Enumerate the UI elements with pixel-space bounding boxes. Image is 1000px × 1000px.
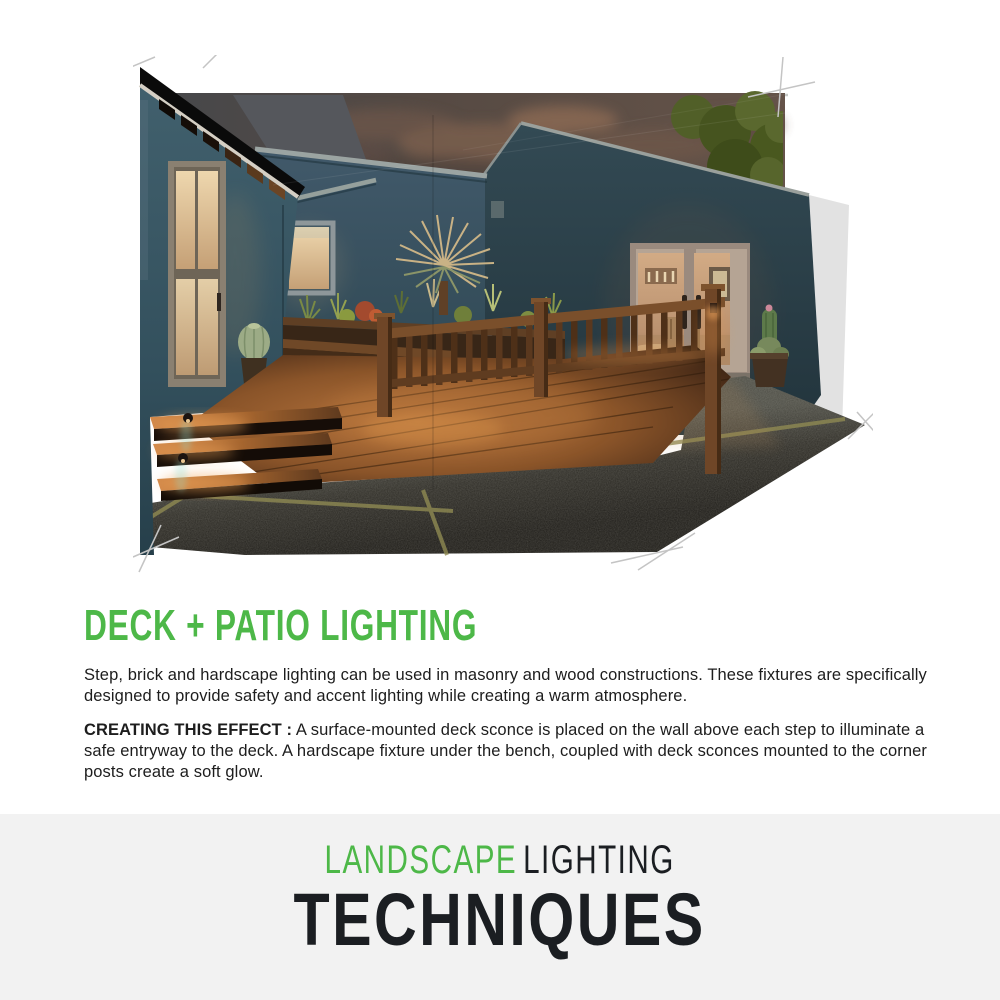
- effect-paragraph: [84, 720, 940, 783]
- brand-techniques-line: [0, 878, 1000, 961]
- effect-text: A surface-mounted deck sconce is placed on the wall above each step to illuminate a safe entryway to the deck. A hardscape fixture under the bench, coupled with deck sconces mounted to the corner posts create a soft glow.: [84, 721, 928, 781]
- content-section: [84, 601, 940, 796]
- page-title: DECK + PATIO LIGHTING: [84, 601, 478, 650]
- brand-lighting: LIGHTING: [523, 838, 676, 882]
- footer-band: [0, 814, 1000, 1000]
- left-door: [168, 161, 226, 387]
- brand-line-wrap: [325, 840, 675, 880]
- deck-patio-illustration: [133, 55, 873, 575]
- brand-techniques: TECHNIQUES: [293, 878, 707, 961]
- brand-line: [0, 840, 1000, 880]
- wall-plaque: [491, 201, 504, 218]
- intro-paragraph: Step, brick and hardscape lighting can be used in masonry and wood constructions. These fixtures are specifically designed to provide safety and accent lighting while creating a warm atmosphere.: [84, 666, 927, 705]
- effect-label: CREATING THIS EFFECT :: [84, 721, 293, 739]
- door-handle: [217, 293, 221, 311]
- brand-landscape: LANDSCAPE: [324, 838, 518, 882]
